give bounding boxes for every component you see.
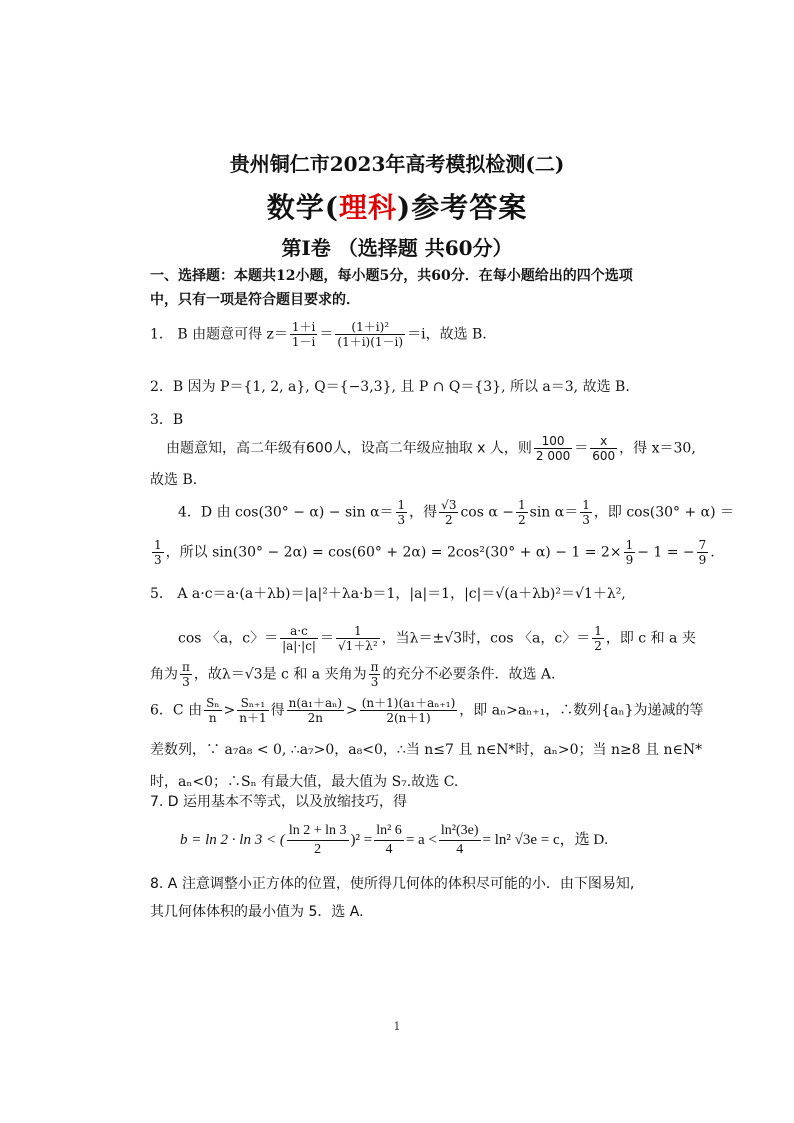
subject-title-part2: )参考答案 xyxy=(397,191,528,224)
q4-l2c: . xyxy=(710,544,715,561)
q1-frac1 xyxy=(290,320,317,349)
answer-6-line2: 差数列，∵ a₇a₈ < 0, ∴a₇>0，a₈<0，∴当 n≤7 且 n∈N*时，aₙ>0；当 n≥8 且 n∈N* xyxy=(150,742,703,758)
q6-frac4-den: 2(n＋1) xyxy=(386,711,431,725)
q6-frac1-num: Sₙ xyxy=(206,696,220,710)
q6-frac1-den: n xyxy=(208,711,217,725)
q6-gt2: > xyxy=(346,702,358,719)
answer-6-line3: 时，aₙ<0；∴Sₙ 有最大值，最大值为 S₇.故选 C. xyxy=(150,774,459,790)
q7-frac2 xyxy=(374,822,404,859)
q3-frac2-num: x xyxy=(590,434,617,449)
q3-pre: 由题意知，高二年级有600人，设高二年级应抽取 x 人，则 xyxy=(166,440,532,457)
q4-frac4-den: 3 xyxy=(582,513,590,527)
answer-7-head: 7. D 运用基本不等式，以及放缩技巧，得 xyxy=(150,794,408,810)
q6-frac1 xyxy=(204,696,221,725)
exam-title: 贵州铜仁市2023年高考模拟检测(二) xyxy=(229,152,565,176)
answer-7-equation xyxy=(180,822,608,859)
q1-frac1-den: 1－i xyxy=(291,335,316,349)
q3-frac1 xyxy=(534,434,572,463)
q4-d: ，即 cos(30° + α) ＝ xyxy=(593,504,735,521)
q4-a: ，得 xyxy=(409,504,438,521)
q4-l2-frac1-den: 3 xyxy=(154,553,162,567)
q5-frac1 xyxy=(280,624,318,653)
q4-frac3-den: 2 xyxy=(518,513,526,527)
answer-6 xyxy=(150,696,704,725)
q6-gt1: > xyxy=(223,702,236,719)
q4-frac2 xyxy=(439,498,458,527)
q7-frac1-num: ln 2 + ln 3 xyxy=(287,822,349,841)
q7-frac1-den: 2 xyxy=(314,842,322,857)
answer-8-line2: 其几何体体积的最小值为 5．选 A. xyxy=(150,904,364,920)
subject-title xyxy=(0,186,794,226)
q4-l2-frac2-num: 1 xyxy=(625,538,634,552)
answer-5: 5． A a·c＝a·(a＋λb)＝|a|²＋λa·b＝1，|a|＝1，|c|＝√(a＋λb)²＝√1＋λ², xyxy=(150,586,626,602)
q4-l2a: ，所以 sin(30° − 2α) = cos(60° + 2α) = 2cos²(30° + α) − 1 = 2× xyxy=(165,544,622,561)
q7-frac1 xyxy=(287,822,349,859)
page-number: 1 xyxy=(393,1020,401,1033)
q6-l1a: 6．C 由 xyxy=(150,702,203,719)
answer-8: 8. A 注意调整小正方体的位置，使所得几何体的体积尽可能的小．由下图易知, xyxy=(150,876,635,892)
q4-frac4 xyxy=(580,498,592,527)
q4-frac2-den: 2 xyxy=(444,513,453,527)
q6-frac4-num: (n＋1)(a₁＋aₙ₊₁) xyxy=(361,696,456,710)
q5-l3-frac1-den: 3 xyxy=(182,675,190,689)
q4-frac2-num: √3 xyxy=(441,498,457,512)
q4-c: sin α＝ xyxy=(529,504,579,521)
q1-frac2-den: (1＋i)(1－i) xyxy=(337,335,404,349)
answer-5-line3 xyxy=(150,660,650,689)
q4-b: cos α − xyxy=(460,504,514,521)
q6-l1b: 得 xyxy=(270,702,285,719)
q5-l3-frac1-num: π xyxy=(182,660,190,674)
q6-frac3-num: n(a₁＋aₙ) xyxy=(288,696,343,710)
q6-frac2-den: n＋1 xyxy=(239,711,267,725)
q1-mid: ＝ xyxy=(319,326,334,343)
answer-4 xyxy=(178,498,735,527)
section-intro: 一、选择题：本题共12小题，每小题5分，共60分．在每小题给出的四个选项中，只有一项是符合题目要求的． xyxy=(150,268,633,308)
q5-frac3-den: 2 xyxy=(594,639,602,653)
q5-l3-frac2-num: π xyxy=(370,660,379,674)
answer-3-line2: 故选 B. xyxy=(150,472,198,488)
q5-l3-frac2 xyxy=(369,660,381,689)
answer-5-line2 xyxy=(178,624,696,653)
q1-pre: 1． B 由题意可得 z＝ xyxy=(150,326,288,343)
q4-l2-frac3 xyxy=(697,538,709,567)
q7-frac3-num: ln²(3e) xyxy=(439,822,481,841)
q5-frac1-den: |a|·|c| xyxy=(282,639,316,653)
q5-l3-frac2-den: 3 xyxy=(370,675,379,689)
q5-l3a: 角为 xyxy=(150,666,178,683)
q7-frac2-den: 4 xyxy=(385,842,393,857)
q5-l3c: 的充分不必要条件．故选 A. xyxy=(382,666,556,683)
q1-frac2 xyxy=(335,320,405,349)
q5-frac2 xyxy=(336,624,380,653)
q1-frac1-num: 1＋i xyxy=(291,320,316,334)
q6-l1c: ，即 aₙ>aₙ₊₁，∴数列{aₙ}为递减的等 xyxy=(459,702,704,719)
q5-l2c: ，当λ＝±√3时，cos 〈a，c〉＝ xyxy=(381,630,591,647)
q4-l2-frac3-den: 9 xyxy=(698,553,707,567)
q4-l2-frac1-num: 1 xyxy=(154,538,162,552)
q6-frac2-num: Sₙ₊₁ xyxy=(237,696,268,711)
q6-frac4 xyxy=(360,696,458,725)
q4-frac1-den: 3 xyxy=(397,513,406,527)
q1-post: ＝i，故选 B. xyxy=(407,326,487,343)
subject-highlight: 理科 xyxy=(338,191,397,224)
q7-frac3 xyxy=(439,822,481,859)
answer-3-head: 3．B xyxy=(150,412,184,428)
q1-frac2-num: (1＋i)² xyxy=(335,320,405,335)
q4-frac1 xyxy=(396,498,408,527)
q4-frac3-num: 1 xyxy=(518,498,526,512)
q4-l2-frac3-num: 7 xyxy=(698,538,707,552)
q7-eqc: = a < xyxy=(405,831,437,848)
answer-1 xyxy=(150,320,650,349)
q4-frac3 xyxy=(516,498,528,527)
answer-2: 2．B 因为 P＝{1, 2, a}, Q＝{−3,3}, 且 P ∩ Q＝{3}, 所以 a＝3, 故选 B. xyxy=(150,379,630,395)
answer-4-line2 xyxy=(150,538,715,567)
q3-frac1-den: 2 000 xyxy=(535,449,571,463)
q5-l2a: cos 〈a，c〉＝ xyxy=(178,630,279,647)
q3-frac2-den: 600 xyxy=(592,449,616,463)
q5-frac2-num: 1 xyxy=(336,624,380,639)
q5-l3-frac1 xyxy=(180,660,192,689)
q4-pre: 4．D 由 cos(30° − α) − sin α＝ xyxy=(178,504,394,521)
q7-frac3-den: 4 xyxy=(456,842,464,857)
q7-frac2-num: ln² 6 xyxy=(374,822,404,841)
q3-post: ，得 x＝30, xyxy=(619,440,696,457)
q7-eqa: b = ln 2 · ln 3 < ( xyxy=(180,831,285,848)
q5-frac3-num: 1 xyxy=(594,624,602,638)
q6-frac3-den: 2n xyxy=(307,711,323,725)
q3-frac2 xyxy=(590,434,617,463)
q6-frac2 xyxy=(237,696,268,725)
answer-3 xyxy=(166,434,696,463)
q4-frac1-num: 1 xyxy=(397,498,406,512)
q4-frac4-num: 1 xyxy=(582,498,590,512)
q5-frac2-den: √1＋λ² xyxy=(337,639,378,653)
q4-l2-frac2 xyxy=(624,538,636,567)
q7-eqb: )² = xyxy=(350,831,373,848)
q6-frac3 xyxy=(287,696,344,725)
q5-frac3 xyxy=(592,624,604,653)
q4-l2b: − 1 = − xyxy=(637,544,695,561)
q5-l2d: ，即 c 和 a 夹 xyxy=(605,630,696,647)
q3-frac1-num: 100 xyxy=(534,434,572,449)
q5-l2b: ＝ xyxy=(319,630,334,647)
q4-l2-frac1 xyxy=(152,538,164,567)
q5-l3b: ，故λ＝√3是 c 和 a 夹角为 xyxy=(193,666,367,683)
volume-title: 第Ⅰ卷 （选择题 共60分） xyxy=(281,236,513,260)
q7-eqd: = ln² √3e = c，选 D. xyxy=(482,831,608,848)
q5-frac1-num: a·c xyxy=(280,624,318,639)
q3-eq: ＝ xyxy=(574,440,589,457)
q4-l2-frac2-den: 9 xyxy=(625,553,634,567)
subject-title-part1: 数学( xyxy=(266,191,339,224)
